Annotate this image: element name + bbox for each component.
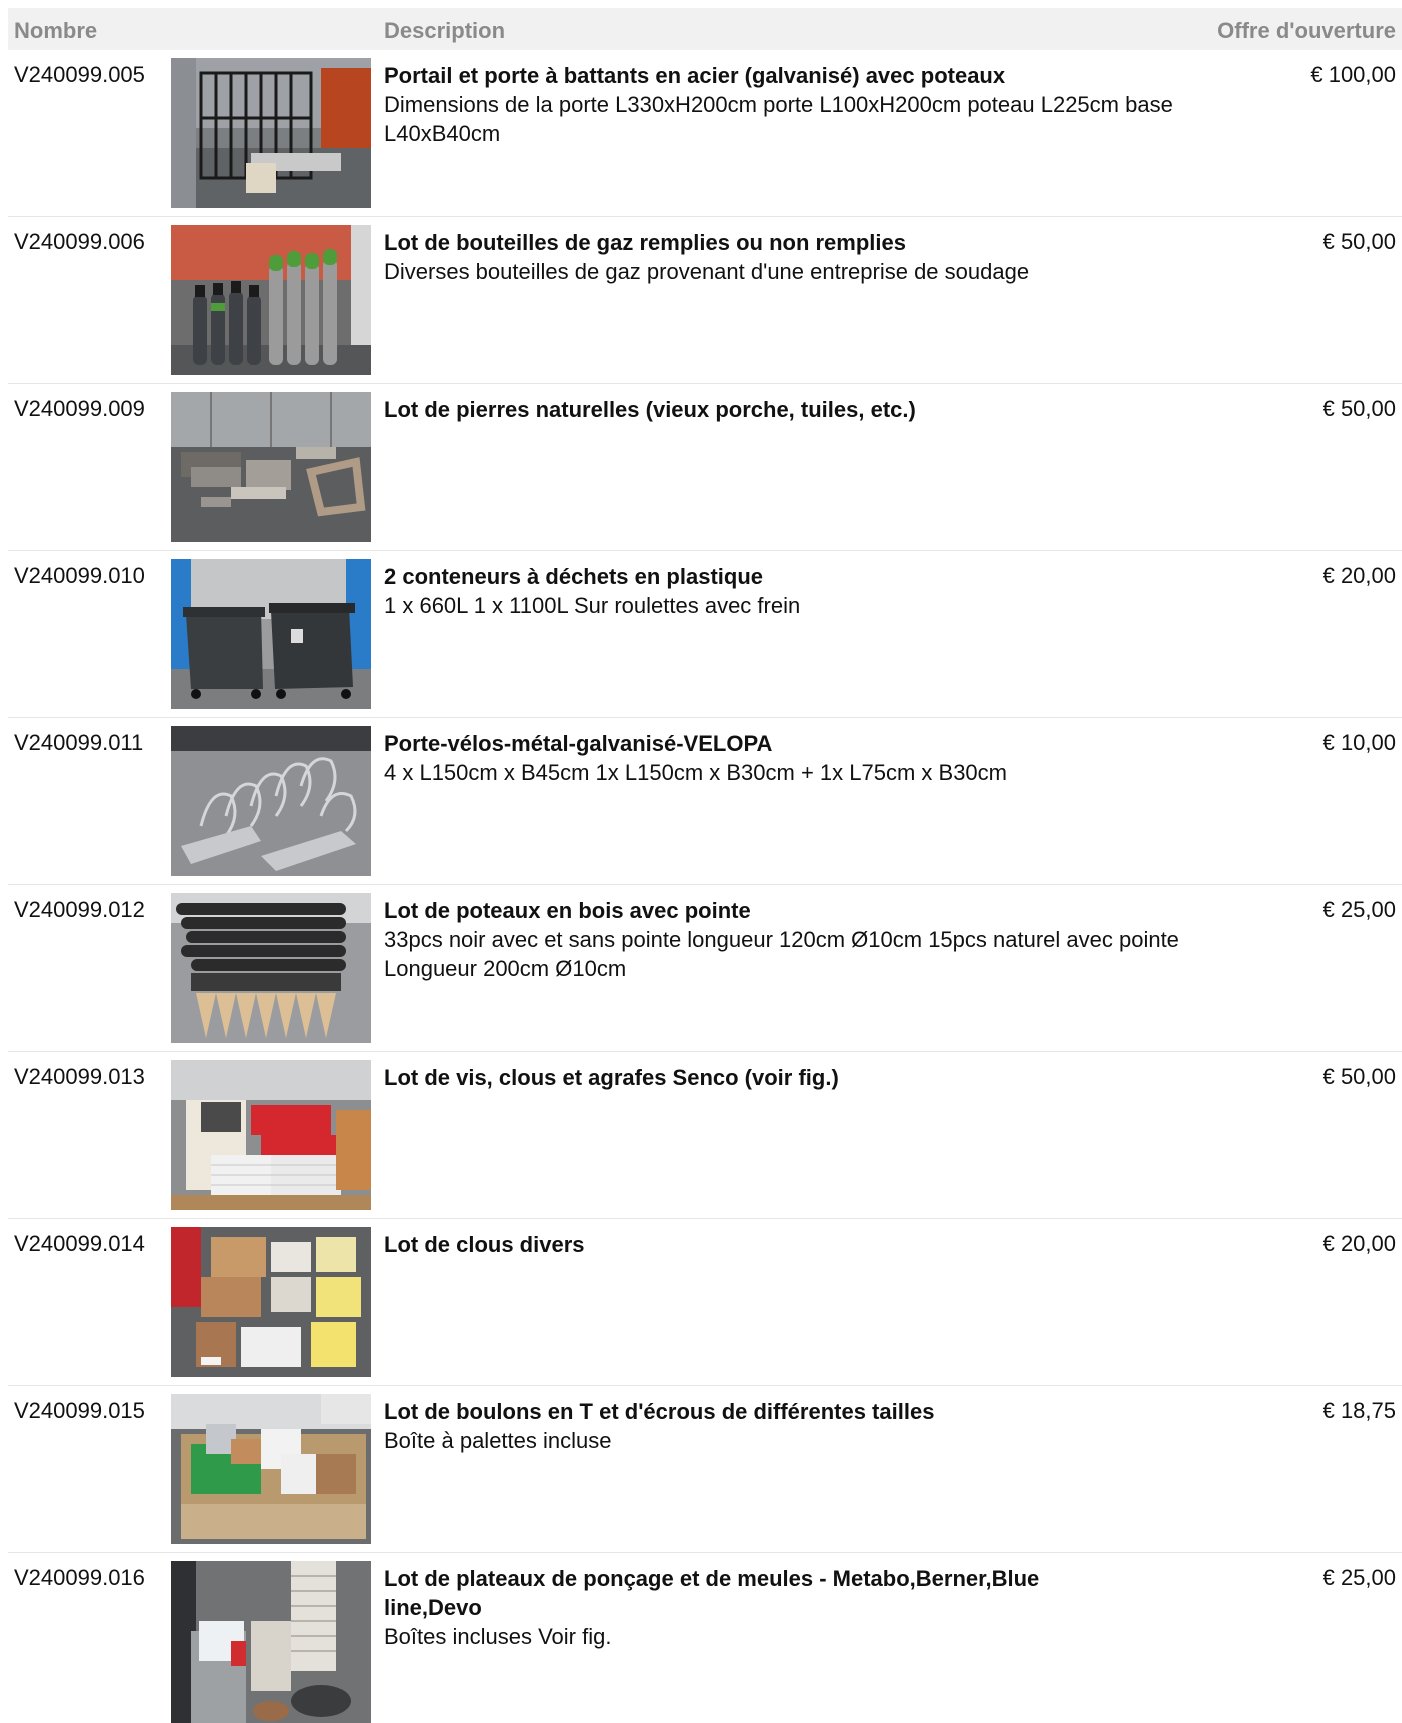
table-row[interactable]: [8, 885, 1402, 1052]
opening-bid: € 20,00: [1322, 1231, 1396, 1256]
lot-description: [384, 1063, 1204, 1092]
opening-bid: € 25,00: [1322, 1565, 1396, 1590]
waste-containers-photo[interactable]: [171, 559, 371, 709]
lot-description: [384, 729, 1204, 787]
pallet-box-photo[interactable]: [171, 1394, 371, 1544]
lot-title[interactable]: Lot de vis, clous et agrafes Senco (voir fig.): [384, 1065, 839, 1090]
nail-boxes-photo[interactable]: [171, 1227, 371, 1377]
lot-details: Dimensions de la porte L330xH200cm porte L100xH200cm poteau L225cm base L40xB40cm: [384, 92, 1173, 146]
opening-bid: € 50,00: [1322, 396, 1396, 421]
lot-number[interactable]: V240099.011: [14, 730, 144, 755]
table-header: [8, 8, 1402, 50]
lot-details: Boîte à palettes incluse: [384, 1428, 612, 1453]
lot-title[interactable]: Lot de plateaux de ponçage et de meules - Metabo,Berner,Blue line,Devo: [384, 1566, 1040, 1620]
lots-table: [8, 8, 1402, 1723]
opening-bid: € 18,75: [1322, 1398, 1396, 1423]
lot-number[interactable]: V240099.010: [14, 563, 145, 588]
lot-number[interactable]: V240099.016: [14, 1565, 145, 1590]
lot-description: [384, 61, 1204, 148]
opening-bid: € 25,00: [1322, 897, 1396, 922]
steel-gate-photo[interactable]: [171, 58, 371, 208]
opening-bid: € 50,00: [1322, 229, 1396, 254]
opening-bid: € 50,00: [1322, 1064, 1396, 1089]
table-row[interactable]: [8, 718, 1402, 885]
column-header-number[interactable]: Nombre: [14, 18, 98, 43]
lot-details: 33pcs noir avec et sans pointe longueur 120cm Ø10cm 15pcs naturel avec pointe Longueur 200cm Ø10cm: [384, 927, 1179, 981]
lot-title[interactable]: Lot de clous divers: [384, 1232, 585, 1257]
lot-number[interactable]: V240099.012: [14, 897, 145, 922]
table-row[interactable]: [8, 217, 1402, 384]
lot-description: [384, 228, 1204, 286]
table-row[interactable]: [8, 384, 1402, 551]
table-row[interactable]: [8, 1219, 1402, 1386]
lot-description: [384, 395, 1204, 424]
lot-title[interactable]: Lot de boulons en T et d'écrous de différentes tailles: [384, 1399, 935, 1424]
sanding-discs-photo[interactable]: [171, 1561, 371, 1723]
table-row[interactable]: [8, 1386, 1402, 1553]
lot-description: [384, 562, 1204, 620]
bike-racks-photo[interactable]: [171, 726, 371, 876]
lot-description: [384, 896, 1204, 983]
lot-number[interactable]: V240099.014: [14, 1231, 145, 1256]
lot-title[interactable]: Portail et porte à battants en acier (galvanisé) avec poteaux: [384, 63, 1006, 88]
table-row[interactable]: [8, 1553, 1402, 1723]
lot-details: Boîtes incluses Voir fig.: [384, 1624, 612, 1649]
lot-description: [384, 1230, 1204, 1259]
lot-details: 1 x 660L 1 x 1100L Sur roulettes avec frein: [384, 593, 801, 618]
table-row[interactable]: [8, 1052, 1402, 1219]
lot-number[interactable]: V240099.013: [14, 1064, 145, 1089]
lot-number[interactable]: V240099.005: [14, 62, 145, 87]
lot-description: [384, 1397, 1204, 1455]
column-header-description[interactable]: Description: [384, 18, 506, 43]
lot-number[interactable]: V240099.009: [14, 396, 145, 421]
lot-title[interactable]: Lot de poteaux en bois avec pointe: [384, 898, 751, 923]
opening-bid: € 100,00: [1310, 62, 1396, 87]
lot-title[interactable]: Lot de pierres naturelles (vieux porche, tuiles, etc.): [384, 397, 916, 422]
table-row[interactable]: [8, 50, 1402, 217]
lot-description: [384, 1564, 1084, 1651]
lot-title[interactable]: 2 conteneurs à déchets en plastique: [384, 564, 764, 589]
wooden-posts-photo[interactable]: [171, 893, 371, 1043]
lot-title[interactable]: Lot de bouteilles de gaz remplies ou non remplies: [384, 230, 906, 255]
opening-bid: € 20,00: [1322, 563, 1396, 588]
table-row[interactable]: [8, 551, 1402, 718]
opening-bid: € 10,00: [1322, 730, 1396, 755]
lot-number[interactable]: V240099.015: [14, 1398, 145, 1423]
lot-details: 4 x L150cm x B45cm 1x L150cm x B30cm + 1x L75cm x B30cm: [384, 760, 1007, 785]
lot-details: Diverses bouteilles de gaz provenant d'une entreprise de soudage: [384, 259, 1030, 284]
natural-stones-photo[interactable]: [171, 392, 371, 542]
gas-bottles-photo[interactable]: [171, 225, 371, 375]
senco-boxes-photo[interactable]: [171, 1060, 371, 1210]
lot-title[interactable]: Porte-vélos-métal-galvanisé-VELOPA: [384, 731, 773, 756]
lot-number[interactable]: V240099.006: [14, 229, 145, 254]
column-header-opening-bid[interactable]: Offre d'ouverture: [1217, 18, 1396, 43]
